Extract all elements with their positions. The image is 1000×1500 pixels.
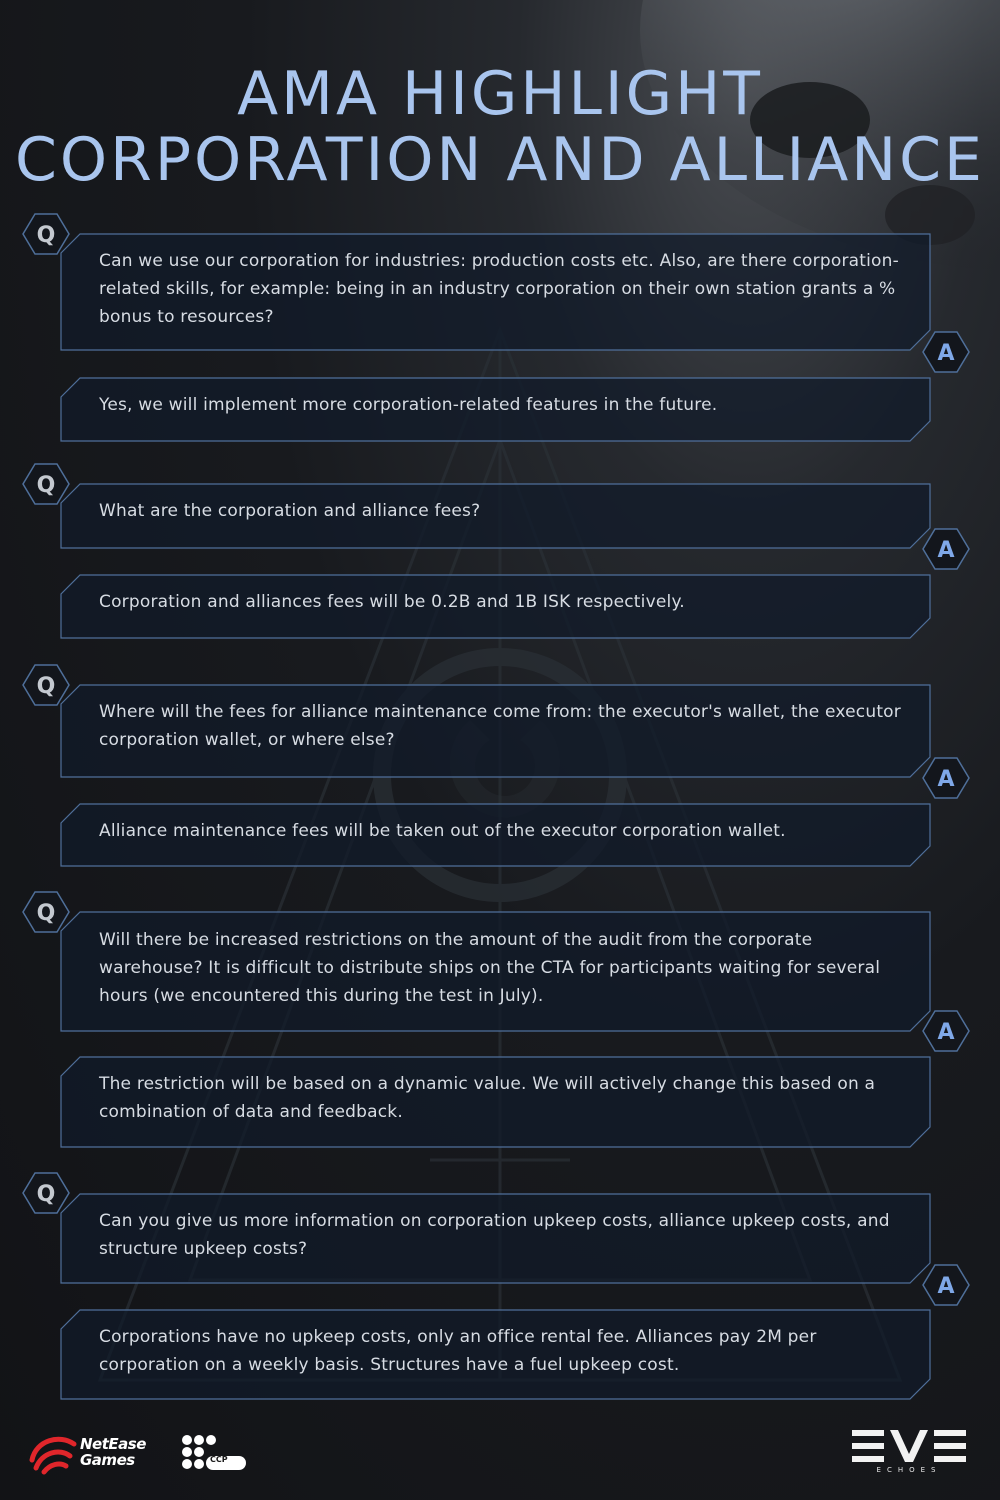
question-text-3: Where will the fees for alliance maintenance come from: the executor's wallet, the executor corporation wallet, or where else? bbox=[99, 702, 901, 750]
netease-line-1: NetEase bbox=[80, 1435, 146, 1453]
eve-echoes-logo-icon bbox=[850, 1428, 968, 1464]
q-marker-5: Q bbox=[36, 1182, 56, 1207]
q-marker-4: Q bbox=[36, 901, 56, 926]
question-text-1: Can we use our corporation for industries: production costs etc. Also, are there corporation-related skills, for example: being in an industry corporation on their own station grants a % bonus to resources? bbox=[99, 251, 899, 327]
ccp-logo-icon bbox=[178, 1432, 248, 1476]
q-marker-1: Q bbox=[36, 223, 56, 248]
answer-text-2: Corporation and alliances fees will be 0.2B and 1B ISK respectively. bbox=[99, 592, 685, 612]
netease-line-2: Games bbox=[80, 1451, 135, 1469]
a-marker-1: A bbox=[937, 341, 955, 366]
answer-text-1: Yes, we will implement more corporation-related features in the future. bbox=[99, 395, 718, 415]
answer-text-4: The restriction will be based on a dynamic value. We will actively change this based on a combination of data and feedback. bbox=[99, 1074, 876, 1122]
q-marker-3: Q bbox=[36, 674, 56, 699]
a-marker-2: A bbox=[937, 538, 955, 563]
answer-text-5: Corporations have no upkeep costs, only an office rental fee. Alliances pay 2M per corporation on a weekly basis. Structures have a fuel upkeep cost. bbox=[99, 1327, 817, 1375]
page-title-line-2: CORPORATION AND ALLIANCE bbox=[15, 125, 985, 195]
eve-echoes-subtitle: ECHOES bbox=[876, 1466, 942, 1474]
netease-games-logo-icon bbox=[26, 1430, 82, 1476]
a-marker-5: A bbox=[937, 1274, 955, 1299]
question-text-2: What are the corporation and alliance fees? bbox=[99, 501, 481, 521]
a-marker-3: A bbox=[937, 767, 955, 792]
page-title-line-1: AMA HIGHLIGHT bbox=[237, 59, 763, 129]
question-text-4: Will there be increased restrictions on the amount of the audit from the corporate warehouse? It is difficult to distribute ships on the CTA for participants waiting for several hours (we encountered this during the test in July). bbox=[99, 930, 881, 1006]
ccp-logo-label: CCP bbox=[210, 1455, 228, 1464]
answer-text-3: Alliance maintenance fees will be taken out of the executor corporation wallet. bbox=[99, 821, 786, 841]
q-marker-2: Q bbox=[36, 473, 56, 498]
a-marker-4: A bbox=[937, 1020, 955, 1045]
question-text-5: Can you give us more information on corporation upkeep costs, alliance upkeep costs, and structure upkeep costs? bbox=[99, 1211, 890, 1259]
netease-games-logo bbox=[80, 1436, 146, 1468]
